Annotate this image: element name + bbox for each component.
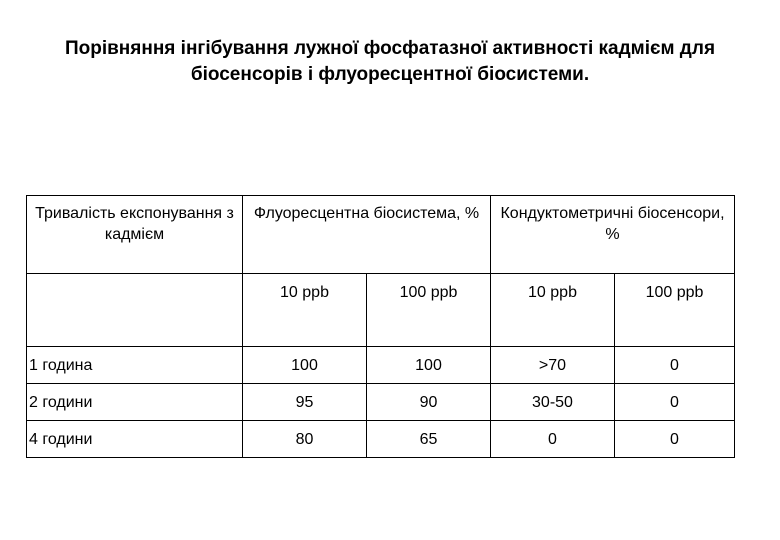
table-header-row	[27, 196, 735, 274]
subheader-fluor-10ppb: 10 ppb	[243, 274, 367, 347]
table-cell: >70	[491, 347, 615, 384]
comparison-table	[26, 195, 735, 458]
comparison-table-container	[26, 195, 734, 458]
table-row	[27, 421, 735, 458]
row-label: 1 година	[27, 347, 243, 384]
title-line-2: біосенсорів і флуоресцентної біосистеми.	[190, 64, 590, 85]
subheader-empty	[27, 274, 243, 347]
table-cell: 0	[491, 421, 615, 458]
header-fluorescent: Флуоресцентна біосистема, %	[243, 196, 491, 274]
table-row	[27, 384, 735, 421]
table-row	[27, 347, 735, 384]
table-cell: 95	[243, 384, 367, 421]
subheader-cond-10ppb: 10 ppb	[491, 274, 615, 347]
table-cell: 0	[615, 384, 735, 421]
table-cell: 30-50	[491, 384, 615, 421]
title-line-1: Порівняння інгібування лужної фосфатазної активності кадмієм для	[64, 38, 716, 59]
header-duration: Тривалість експонування з кадмієм	[27, 196, 243, 274]
table-cell: 65	[367, 421, 491, 458]
table-cell: 100	[367, 347, 491, 384]
table-cell: 80	[243, 421, 367, 458]
page-title	[8, 36, 772, 88]
row-label: 4 години	[27, 421, 243, 458]
table-cell: 100	[243, 347, 367, 384]
table-cell: 90	[367, 384, 491, 421]
table-cell: 0	[615, 347, 735, 384]
header-conductometric: Кондуктометричні біосенсори, %	[491, 196, 735, 274]
subheader-fluor-100ppb: 100 ppb	[367, 274, 491, 347]
table-cell: 0	[615, 421, 735, 458]
table-subheader-row	[27, 274, 735, 347]
subheader-cond-100ppb: 100 ppb	[615, 274, 735, 347]
row-label: 2 години	[27, 384, 243, 421]
